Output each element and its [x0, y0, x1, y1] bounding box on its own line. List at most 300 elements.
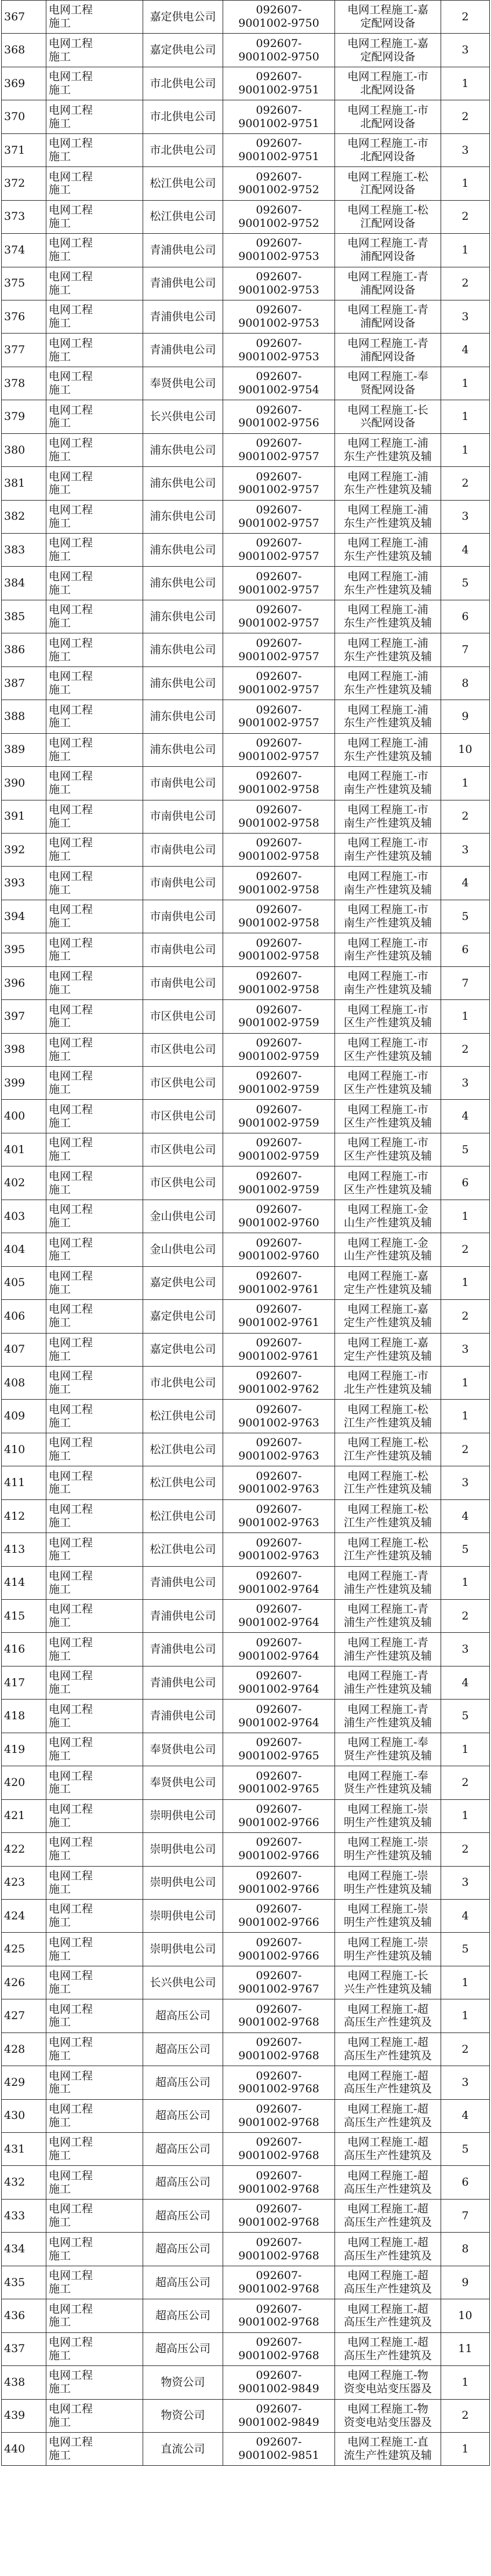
table-row: [2, 1533, 490, 1566]
row-number-cell: 369: [2, 67, 46, 100]
company-cell: 超高压公司: [143, 2199, 223, 2232]
company-cell: 浦东供电公司: [143, 666, 223, 700]
category-cell: 电网工程 施工: [46, 800, 143, 833]
row-number-cell: 410: [2, 1433, 46, 1466]
lot-number-cell: 1: [441, 1733, 490, 1766]
package-name-cell: 电网工程施工-超 高压生产性建筑及: [335, 2133, 441, 2166]
table-row: [2, 2399, 490, 2432]
table-body: [2, 1, 490, 2466]
row-number-cell: 373: [2, 200, 46, 233]
table-row: [2, 1333, 490, 1366]
category-cell: 电网工程 施工: [46, 966, 143, 999]
company-cell: 嘉定供电公司: [143, 1, 223, 34]
package-name-cell: 电网工程施工-浦 东生产性建筑及辅: [335, 700, 441, 733]
row-number-cell: 425: [2, 1933, 46, 1966]
package-name-cell: 电网工程施工-松 江生产性建筑及辅: [335, 1433, 441, 1466]
table-row: [2, 400, 490, 433]
category-cell: 电网工程 施工: [46, 67, 143, 100]
table-row: [2, 633, 490, 666]
package-code-cell: 092607- 9001002-9757: [223, 567, 335, 600]
company-cell: 青浦供电公司: [143, 300, 223, 333]
package-name-cell: 电网工程施工-嘉 定生产性建筑及辅: [335, 1333, 441, 1366]
row-number-cell: 405: [2, 1266, 46, 1299]
table-row: [2, 2099, 490, 2132]
table-row: [2, 2066, 490, 2099]
lot-number-cell: 4: [441, 534, 490, 567]
company-cell: 超高压公司: [143, 1999, 223, 2032]
category-cell: 电网工程 施工: [46, 900, 143, 933]
lot-number-cell: 6: [441, 2166, 490, 2199]
row-number-cell: 430: [2, 2099, 46, 2132]
lot-number-cell: 3: [441, 1633, 490, 1666]
table-row: [2, 67, 490, 100]
company-cell: 崇明供电公司: [143, 1899, 223, 1932]
package-name-cell: 电网工程施工-超 高压生产性建筑及: [335, 2066, 441, 2099]
lot-number-cell: 2: [441, 1600, 490, 1633]
row-number-cell: 403: [2, 1200, 46, 1233]
company-cell: 市南供电公司: [143, 933, 223, 966]
company-cell: 物资公司: [143, 2399, 223, 2432]
category-cell: 电网工程 施工: [46, 567, 143, 600]
company-cell: 长兴供电公司: [143, 400, 223, 433]
company-cell: 市北供电公司: [143, 67, 223, 100]
lot-number-cell: 5: [441, 567, 490, 600]
category-cell: 电网工程 施工: [46, 1366, 143, 1399]
row-number-cell: 377: [2, 334, 46, 367]
lot-number-cell: 1: [441, 1799, 490, 1832]
package-code-cell: 092607- 9001002-9766: [223, 1899, 335, 1932]
row-number-cell: 423: [2, 1866, 46, 1899]
lot-number-cell: 1: [441, 1200, 490, 1233]
lot-number-cell: 3: [441, 1067, 490, 1100]
table-row: [2, 2366, 490, 2399]
package-code-cell: 092607- 9001002-9751: [223, 133, 335, 166]
table-row: [2, 1499, 490, 1532]
category-cell: 电网工程 施工: [46, 2032, 143, 2066]
package-code-cell: 092607- 9001002-9768: [223, 2332, 335, 2365]
lot-number-cell: 2: [441, 800, 490, 833]
row-number-cell: 433: [2, 2199, 46, 2232]
category-cell: 电网工程 施工: [46, 100, 143, 133]
table-row: [2, 1067, 490, 1100]
company-cell: 嘉定供电公司: [143, 1333, 223, 1366]
lot-number-cell: 3: [441, 1333, 490, 1366]
package-name-cell: 电网工程施工-嘉 定生产性建筑及辅: [335, 1266, 441, 1299]
row-number-cell: 367: [2, 1, 46, 34]
table-row: [2, 900, 490, 933]
company-cell: 市区供电公司: [143, 1067, 223, 1100]
lot-number-cell: 3: [441, 300, 490, 333]
lot-number-cell: 3: [441, 1866, 490, 1899]
package-name-cell: 电网工程施工-奉 贤生产性建筑及辅: [335, 1733, 441, 1766]
company-cell: 金山供电公司: [143, 1233, 223, 1266]
package-name-cell: 电网工程施工-青 浦生产性建筑及辅: [335, 1566, 441, 1599]
category-cell: 电网工程 施工: [46, 1833, 143, 1866]
row-number-cell: 396: [2, 966, 46, 999]
row-number-cell: 431: [2, 2133, 46, 2166]
package-name-cell: 电网工程施工-市 南生产性建筑及辅: [335, 867, 441, 900]
package-name-cell: 电网工程施工-市 南生产性建筑及辅: [335, 833, 441, 866]
lot-number-cell: 1: [441, 1000, 490, 1033]
lot-number-cell: 5: [441, 2133, 490, 2166]
package-code-cell: 092607- 9001002-9760: [223, 1200, 335, 1233]
row-number-cell: 409: [2, 1400, 46, 1433]
package-code-cell: 092607- 9001002-9757: [223, 633, 335, 666]
row-number-cell: 435: [2, 2266, 46, 2299]
lot-number-cell: 6: [441, 600, 490, 633]
lot-number-cell: 1: [441, 1400, 490, 1433]
row-number-cell: 420: [2, 1766, 46, 1799]
company-cell: 崇明供电公司: [143, 1866, 223, 1899]
package-name-cell: 电网工程施工-崇 明生产性建筑及辅: [335, 1899, 441, 1932]
package-name-cell: 电网工程施工-物 资变电站变压器及: [335, 2399, 441, 2432]
table-row: [2, 1033, 490, 1066]
category-cell: 电网工程 施工: [46, 1666, 143, 1699]
lot-number-cell: 5: [441, 1133, 490, 1166]
package-code-cell: 092607- 9001002-9766: [223, 1933, 335, 1966]
company-cell: 青浦供电公司: [143, 1633, 223, 1666]
category-cell: 电网工程 施工: [46, 1133, 143, 1166]
company-cell: 超高压公司: [143, 2299, 223, 2332]
company-cell: 长兴供电公司: [143, 1966, 223, 1999]
company-cell: 青浦供电公司: [143, 1566, 223, 1599]
company-cell: 超高压公司: [143, 2266, 223, 2299]
package-code-cell: 092607- 9001002-9757: [223, 467, 335, 500]
lot-number-cell: 11: [441, 2332, 490, 2365]
table-row: [2, 1600, 490, 1633]
category-cell: 电网工程 施工: [46, 2166, 143, 2199]
row-number-cell: 404: [2, 1233, 46, 1266]
category-cell: 电网工程 施工: [46, 300, 143, 333]
package-name-cell: 电网工程施工-市 北配网设备: [335, 100, 441, 133]
category-cell: 电网工程 施工: [46, 1999, 143, 2032]
package-code-cell: 092607- 9001002-9759: [223, 1133, 335, 1166]
lot-number-cell: 1: [441, 167, 490, 200]
table-row: [2, 1766, 490, 1799]
company-cell: 市南供电公司: [143, 900, 223, 933]
row-number-cell: 391: [2, 800, 46, 833]
row-number-cell: 399: [2, 1067, 46, 1100]
company-cell: 青浦供电公司: [143, 1700, 223, 1733]
row-number-cell: 432: [2, 2166, 46, 2199]
row-number-cell: 385: [2, 600, 46, 633]
category-cell: 电网工程 施工: [46, 1766, 143, 1799]
category-cell: 电网工程 施工: [46, 1333, 143, 1366]
category-cell: 电网工程 施工: [46, 2099, 143, 2132]
package-code-cell: 092607- 9001002-9757: [223, 666, 335, 700]
table-row: [2, 833, 490, 866]
table-row: [2, 500, 490, 533]
package-code-cell: 092607- 9001002-9753: [223, 300, 335, 333]
table-row: [2, 1566, 490, 1599]
company-cell: 市南供电公司: [143, 867, 223, 900]
company-cell: 崇明供电公司: [143, 1799, 223, 1832]
table-row: [2, 2133, 490, 2166]
package-name-cell: 电网工程施工-崇 明生产性建筑及辅: [335, 1799, 441, 1832]
company-cell: 物资公司: [143, 2366, 223, 2399]
package-name-cell: 电网工程施工-市 南生产性建筑及辅: [335, 900, 441, 933]
package-name-cell: 电网工程施工-松 江配网设备: [335, 167, 441, 200]
company-cell: 奉贤供电公司: [143, 1766, 223, 1799]
package-code-cell: 092607- 9001002-9756: [223, 400, 335, 433]
company-cell: 市北供电公司: [143, 100, 223, 133]
package-name-cell: 电网工程施工-市 北生产性建筑及辅: [335, 1366, 441, 1399]
package-code-cell: 092607- 9001002-9759: [223, 1166, 335, 1200]
lot-number-cell: 9: [441, 2266, 490, 2299]
package-name-cell: 电网工程施工-浦 东生产性建筑及辅: [335, 666, 441, 700]
row-number-cell: 389: [2, 733, 46, 766]
table-row: [2, 200, 490, 233]
package-code-cell: 092607- 9001002-9757: [223, 433, 335, 466]
company-cell: 奉贤供电公司: [143, 367, 223, 400]
row-number-cell: 412: [2, 1499, 46, 1532]
category-cell: 电网工程 施工: [46, 1633, 143, 1666]
lot-number-cell: 5: [441, 900, 490, 933]
package-code-cell: 092607- 9001002-9758: [223, 767, 335, 800]
row-number-cell: 395: [2, 933, 46, 966]
package-name-cell: 电网工程施工-市 区生产性建筑及辅: [335, 1067, 441, 1100]
package-name-cell: 电网工程施工-市 区生产性建筑及辅: [335, 1166, 441, 1200]
category-cell: 电网工程 施工: [46, 400, 143, 433]
package-name-cell: 电网工程施工-超 高压生产性建筑及: [335, 2032, 441, 2066]
category-cell: 电网工程 施工: [46, 1600, 143, 1633]
package-code-cell: 092607- 9001002-9764: [223, 1633, 335, 1666]
company-cell: 青浦供电公司: [143, 334, 223, 367]
company-cell: 市南供电公司: [143, 833, 223, 866]
company-cell: 超高压公司: [143, 2332, 223, 2365]
category-cell: 电网工程 施工: [46, 600, 143, 633]
package-code-cell: 092607- 9001002-9763: [223, 1400, 335, 1433]
package-code-cell: 092607- 9001002-9768: [223, 2199, 335, 2232]
package-code-cell: 092607- 9001002-9768: [223, 1999, 335, 2032]
category-cell: 电网工程 施工: [46, 234, 143, 267]
lot-number-cell: 1: [441, 2366, 490, 2399]
row-number-cell: 421: [2, 1799, 46, 1832]
table-row: [2, 1733, 490, 1766]
lot-number-cell: 4: [441, 1100, 490, 1133]
category-cell: 电网工程 施工: [46, 2199, 143, 2232]
company-cell: 奉贤供电公司: [143, 1733, 223, 1766]
package-code-cell: 092607- 9001002-9766: [223, 1833, 335, 1866]
table-row: [2, 1700, 490, 1733]
package-name-cell: 电网工程施工-超 高压生产性建筑及: [335, 1999, 441, 2032]
table-row: [2, 1400, 490, 1433]
category-cell: 电网工程 施工: [46, 867, 143, 900]
company-cell: 直流公司: [143, 2432, 223, 2465]
package-name-cell: 电网工程施工-松 江生产性建筑及辅: [335, 1466, 441, 1499]
row-number-cell: 428: [2, 2032, 46, 2066]
company-cell: 市北供电公司: [143, 133, 223, 166]
table-row: [2, 133, 490, 166]
package-name-cell: 电网工程施工-松 江生产性建筑及辅: [335, 1499, 441, 1532]
package-code-cell: 092607- 9001002-9763: [223, 1433, 335, 1466]
category-cell: 电网工程 施工: [46, 2366, 143, 2399]
package-code-cell: 092607- 9001002-9763: [223, 1499, 335, 1532]
package-code-cell: 092607- 9001002-9763: [223, 1533, 335, 1566]
lot-number-cell: 4: [441, 334, 490, 367]
company-cell: 嘉定供电公司: [143, 34, 223, 67]
lot-number-cell: 8: [441, 2233, 490, 2266]
lot-number-cell: 7: [441, 633, 490, 666]
lot-number-cell: 3: [441, 833, 490, 866]
table-row: [2, 1433, 490, 1466]
company-cell: 浦东供电公司: [143, 534, 223, 567]
company-cell: 浦东供电公司: [143, 733, 223, 766]
package-code-cell: 092607- 9001002-9768: [223, 2299, 335, 2332]
category-cell: 电网工程 施工: [46, 1433, 143, 1466]
package-name-cell: 电网工程施工-市 南生产性建筑及辅: [335, 800, 441, 833]
package-code-cell: 092607- 9001002-9766: [223, 1866, 335, 1899]
row-number-cell: 424: [2, 1899, 46, 1932]
company-cell: 浦东供电公司: [143, 700, 223, 733]
package-name-cell: 电网工程施工-市 南生产性建筑及辅: [335, 966, 441, 999]
table-row: [2, 1833, 490, 1866]
company-cell: 市南供电公司: [143, 966, 223, 999]
table-row: [2, 34, 490, 67]
package-name-cell: 电网工程施工-嘉 定配网设备: [335, 34, 441, 67]
package-code-cell: 092607- 9001002-9768: [223, 2099, 335, 2132]
category-cell: 电网工程 施工: [46, 733, 143, 766]
row-number-cell: 400: [2, 1100, 46, 1133]
row-number-cell: 417: [2, 1666, 46, 1699]
table-row: [2, 2166, 490, 2199]
company-cell: 青浦供电公司: [143, 234, 223, 267]
table-row: [2, 467, 490, 500]
company-cell: 金山供电公司: [143, 1200, 223, 1233]
lot-number-cell: 2: [441, 1, 490, 34]
category-cell: 电网工程 施工: [46, 1166, 143, 1200]
package-name-cell: 电网工程施工-崇 明生产性建筑及辅: [335, 1833, 441, 1866]
package-name-cell: 电网工程施工-崇 明生产性建筑及辅: [335, 1933, 441, 1966]
row-number-cell: 418: [2, 1700, 46, 1733]
row-number-cell: 434: [2, 2233, 46, 2266]
package-code-cell: 092607- 9001002-9758: [223, 833, 335, 866]
category-cell: 电网工程 施工: [46, 1866, 143, 1899]
package-name-cell: 电网工程施工-市 区生产性建筑及辅: [335, 1100, 441, 1133]
row-number-cell: 393: [2, 867, 46, 900]
lot-number-cell: 4: [441, 2099, 490, 2132]
table-row: [2, 267, 490, 300]
package-code-cell: 092607- 9001002-9764: [223, 1666, 335, 1699]
package-name-cell: 电网工程施工-超 高压生产性建筑及: [335, 2166, 441, 2199]
table-row: [2, 1233, 490, 1266]
row-number-cell: 387: [2, 666, 46, 700]
category-cell: 电网工程 施工: [46, 1033, 143, 1066]
row-number-cell: 394: [2, 900, 46, 933]
company-cell: 青浦供电公司: [143, 1600, 223, 1633]
category-cell: 电网工程 施工: [46, 534, 143, 567]
package-code-cell: 092607- 9001002-9768: [223, 2032, 335, 2066]
package-name-cell: 电网工程施工-青 浦生产性建筑及辅: [335, 1600, 441, 1633]
lot-number-cell: 3: [441, 34, 490, 67]
row-number-cell: 438: [2, 2366, 46, 2399]
category-cell: 电网工程 施工: [46, 1566, 143, 1599]
company-cell: 崇明供电公司: [143, 1933, 223, 1966]
row-number-cell: 426: [2, 1966, 46, 1999]
row-number-cell: 401: [2, 1133, 46, 1166]
category-cell: 电网工程 施工: [46, 2399, 143, 2432]
lot-number-cell: 1: [441, 1966, 490, 1999]
package-name-cell: 电网工程施工-松 江生产性建筑及辅: [335, 1400, 441, 1433]
package-code-cell: 092607- 9001002-9762: [223, 1366, 335, 1399]
package-code-cell: 092607- 9001002-9758: [223, 900, 335, 933]
package-name-cell: 电网工程施工-浦 东生产性建筑及辅: [335, 733, 441, 766]
company-cell: 松江供电公司: [143, 200, 223, 233]
row-number-cell: 383: [2, 534, 46, 567]
table-row: [2, 800, 490, 833]
row-number-cell: 427: [2, 1999, 46, 2032]
category-cell: 电网工程 施工: [46, 367, 143, 400]
package-name-cell: 电网工程施工-市 北配网设备: [335, 67, 441, 100]
lot-number-cell: 5: [441, 1533, 490, 1566]
lot-number-cell: 4: [441, 867, 490, 900]
category-cell: 电网工程 施工: [46, 267, 143, 300]
package-code-cell: 092607- 9001002-9765: [223, 1766, 335, 1799]
table-row: [2, 867, 490, 900]
row-number-cell: 419: [2, 1733, 46, 1766]
category-cell: 电网工程 施工: [46, 1400, 143, 1433]
table-row: [2, 1, 490, 34]
lot-number-cell: 1: [441, 1266, 490, 1299]
category-cell: 电网工程 施工: [46, 1933, 143, 1966]
company-cell: 市区供电公司: [143, 1100, 223, 1133]
row-number-cell: 422: [2, 1833, 46, 1866]
category-cell: 电网工程 施工: [46, 133, 143, 166]
company-cell: 浦东供电公司: [143, 633, 223, 666]
table-row: [2, 733, 490, 766]
table-row: [2, 2032, 490, 2066]
company-cell: 超高压公司: [143, 2166, 223, 2199]
package-code-cell: 092607- 9001002-9768: [223, 2233, 335, 2266]
lot-number-cell: 2: [441, 267, 490, 300]
lot-number-cell: 2: [441, 100, 490, 133]
package-code-cell: 092607- 9001002-9757: [223, 500, 335, 533]
table-row: [2, 600, 490, 633]
table-row: [2, 1100, 490, 1133]
package-name-cell: 电网工程施工-市 区生产性建筑及辅: [335, 1033, 441, 1066]
table-row: [2, 2432, 490, 2465]
package-code-cell: 092607- 9001002-9768: [223, 2166, 335, 2199]
package-name-cell: 电网工程施工-金 山生产性建筑及辅: [335, 1233, 441, 1266]
company-cell: 超高压公司: [143, 2233, 223, 2266]
lot-number-cell: 1: [441, 400, 490, 433]
lot-number-cell: 10: [441, 733, 490, 766]
package-code-cell: 092607- 9001002-9753: [223, 234, 335, 267]
table-row: [2, 2233, 490, 2266]
package-name-cell: 电网工程施工-超 高压生产性建筑及: [335, 2332, 441, 2365]
row-number-cell: 413: [2, 1533, 46, 1566]
package-code-cell: 092607- 9001002-9763: [223, 1466, 335, 1499]
lot-number-cell: 3: [441, 1466, 490, 1499]
package-name-cell: 电网工程施工-嘉 定生产性建筑及辅: [335, 1300, 441, 1333]
lot-number-cell: 6: [441, 933, 490, 966]
table-row: [2, 2299, 490, 2332]
category-cell: 电网工程 施工: [46, 700, 143, 733]
lot-number-cell: 3: [441, 500, 490, 533]
package-code-cell: 092607- 9001002-9768: [223, 2066, 335, 2099]
category-cell: 电网工程 施工: [46, 633, 143, 666]
row-number-cell: 408: [2, 1366, 46, 1399]
row-number-cell: 415: [2, 1600, 46, 1633]
table-row: [2, 1266, 490, 1299]
company-cell: 超高压公司: [143, 2066, 223, 2099]
row-number-cell: 381: [2, 467, 46, 500]
package-name-cell: 电网工程施工-市 区生产性建筑及辅: [335, 1000, 441, 1033]
package-name-cell: 电网工程施工-浦 东生产性建筑及辅: [335, 534, 441, 567]
package-code-cell: 092607- 9001002-9752: [223, 200, 335, 233]
company-cell: 青浦供电公司: [143, 267, 223, 300]
package-code-cell: 092607- 9001002-9758: [223, 800, 335, 833]
